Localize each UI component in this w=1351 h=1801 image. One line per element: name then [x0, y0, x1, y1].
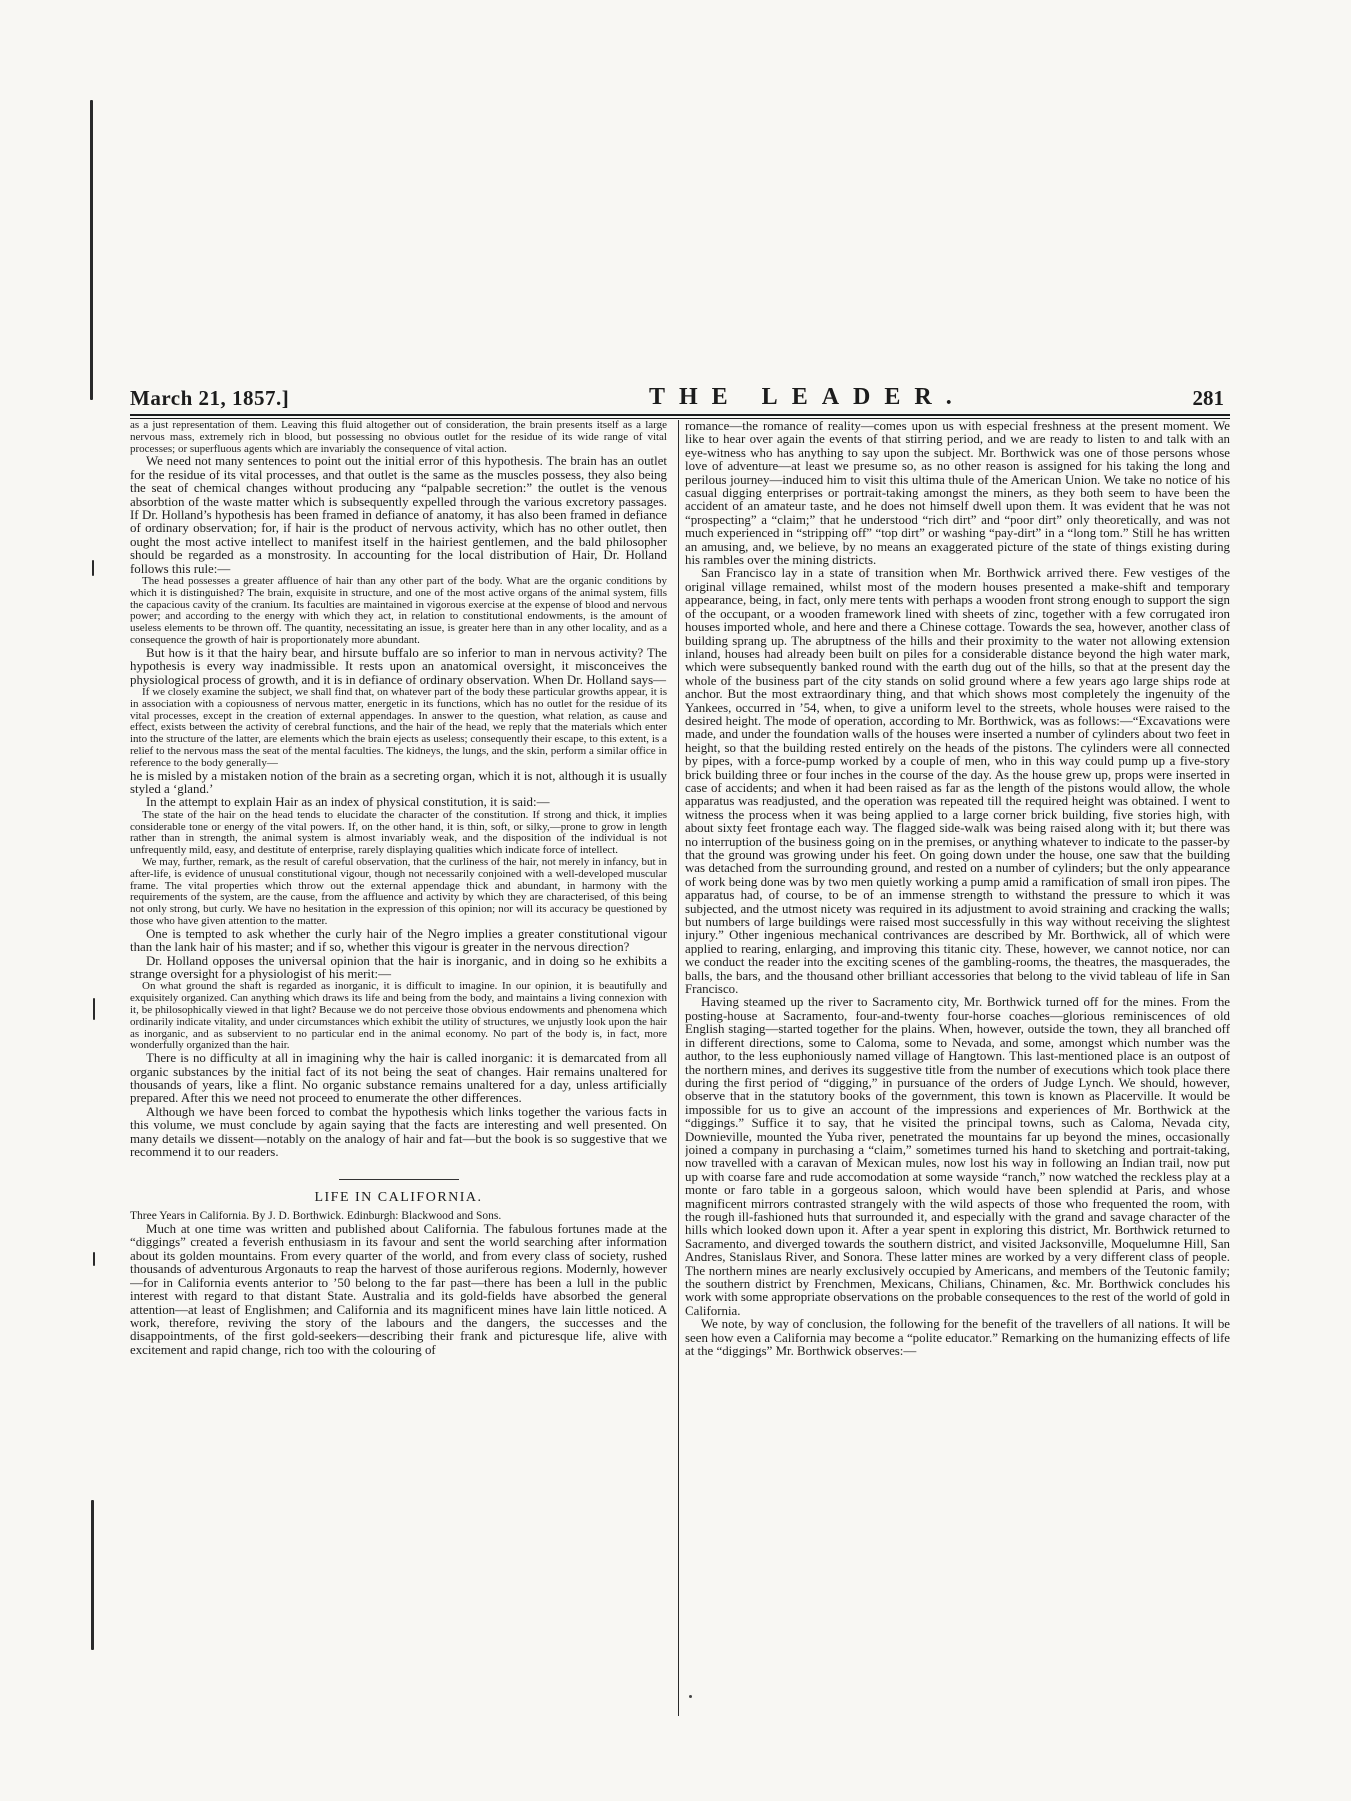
paragraph: as a just representation of them. Leaving this fluid altogether out of consideration, the brain presents itself as a large nervous mass, extremely rich in blood, but possessing no obvious outlet for the residue of its wide range of vital processes; or superfluous agents which are invariably the consequence of vital action. [130, 420, 667, 455]
block-quote: If we closely examine the subject, we shall find that, on whatever part of the body these particular growths appear, it is in association with a copiousness of nervous matter, energetic in its functions, which has no outlet for the residue of its vital processes, except in the creation of external appendages. In answer to the question, what relation, as cause and effect, exists between the activity of cerebral functions, and the hair of the head, we reply that the materials which enter into the structure of the latter, are elements which the brain ejects as useless; consequently their escape, to this extent, is a relief to the nervous mass the seat of the mental faculties. The kidneys, the lungs, and the skin, perform a similar office in reference to the body generally— [130, 686, 667, 769]
margin-mark [91, 1500, 94, 1650]
paragraph: There is no difficulty at all in imagining why the hair is called inorganic: it is demarcated from all organic substances by the initial fact of its not being the seat of changes. Hair remains unaltered for thousands of years, like a flint. No organic substance remains unaltered for a day, unless artificially prepared. After this we need not proceed to enumerate the other differences. [130, 1051, 667, 1106]
issue-date: March 21, 1857.] [130, 386, 290, 410]
print-speck [689, 1695, 692, 1698]
paragraph: In the attempt to explain Hair as an index of physical constitution, it is said:— [146, 795, 550, 810]
right-column [685, 420, 1230, 1720]
paragraph: But how is it that the hairy bear, and hirsute buffalo are so inferior to man in nervous activity? The hypothesis is every way inadmissible. It rests upon an anatomical oversight, it misconceives the physiological process of growth, and it is in defiance of ordinary observation. When Dr. Holland says— [130, 645, 667, 687]
block-quote: The head possesses a greater affluence of hair than any other part of the body. What are the organic conditions by which it is distinguished? The brain, exquisite in structure, and one of the most active organs of the animal system, fills the capacious cavity of the cranium. Its faculties are maintained in vigorous exercise at the expense of blood and nervous power; and according to the energy with which they act, in relation to constitutional endowments, is the amount of useless elements to be thrown off. The quantity, necessitating an issue, is greater here than in any other locality, and as a consequence the growth of hair is proportionately more abundant. [130, 575, 667, 647]
section-title: LIFE IN CALIFORNIA. [314, 1190, 483, 1206]
section-divider [339, 1179, 459, 1180]
paragraph: Although we have been forced to combat the hypothesis which links together the various facts in this volume, we must conclude by again saying that the facts are interesting and well presented. On many details we dissent—notably on the analogy of hair and fat—but the book is so suggestive that we recommend it to our readers. [130, 1104, 667, 1160]
block-quote: On what ground the shaft is regarded as inorganic, it is difficult to imagine. In our opinion, it is beautifully and exquisitely organized. Can anything which draws its life and being from the body, and maintains a living connexion with it, be philosophically viewed in that light? Because we do not perceive those obvious endowments and phenomena which ordinarily indicate vitality, and under circumstances which exhibit the utility of structures, we unjustly look upon the hair as inorganic, and as subservient to no particular end in the animal economy. No part of the body is, in fact, more wonderfully organized than the hair. [130, 980, 667, 1052]
masthead [130, 386, 1230, 414]
block-quote: We may, further, remark, as the result of careful observation, that the curliness of the hair, not merely in infancy, but in after-life, is evidence of unusual constitutional vigour, though not necessarily conjoined with a well-developed muscular frame. The vital properties which throw out the external appendage thick and abundant, in harmony with the requirements of the system, are the cause, from the affluence and activity by which they are characterised, of this being not only strong, but curly. We have no hesitation in the expression of this opinion; nor will its accuracy be questioned by those who have given attention to the matter. [130, 856, 667, 928]
margin-mark [90, 100, 93, 400]
paragraph: Much at one time was written and published about California. The fabulous fortunes made at the “diggings” created a feverish enthusiasm in its favour and sent the world searching after information about its golden mountains. From every quarter of the world, and from every class of society, rushed thousands of adventurous Argonauts to reap the harvest of those auriferous regions. Modernly, however—for in California events anterior to ’50 belong to the far past—there has been a lull in the public interest with regard to that distant State. Australia and its gold-fields have absorbed the general attention—at least of Englishmen; and California and its magnificent mines have lain little noticed. A work, therefore, reviving the story of the labours and the dangers, the successes and the disappointments, of the first gold-seekers—describing their frank and picturesque life, alive with excitement and rapid change, rich too with the colouring of [130, 1222, 667, 1357]
paragraph: he is misled by a mistaken notion of the brain as a secreting organ, which it is not, although it is usually styled a ‘gland.’ [130, 768, 667, 797]
paragraph: romance—the romance of reality—comes upon us with especial freshness at the present moment. We like to hear over again the events of that stirring period, and we are ready to listen to and talk with an eye-witness who has anything to say upon the subject. Mr. Borthwick was one of those persons whose love of adventure—at least we presume so, as no other reason is assigned for his taking the long and perilous journey—induced him to visit this ultima thule of the American Union. We take no notice of his casual digging enterprises or portrait-taking amongst the miners, as they both seem to have been the accident of an amateur taste, and he does not himself dwell upon them. It was evident that he was not “prospecting” a “claim;” that he understood “rich dirt” and “poor dirt” only theoretically, and was not much experienced in “stripping off” “top dirt” or washing “pay-dirt” in a “long tom.” Still he has written an amusing, and, we believe, by no means an exaggerated picture of the state of things existing during his rambles over the mining districts. [685, 420, 1230, 568]
paragraph: Having steamed up the river to Sacramento city, Mr. Borthwick turned off for the mines. From the posting-house at Sacramento, four-and-twenty four-horse coaches—glorious reminiscences of old English staging—started together for the plains. When, however, outside the town, they all branched off in different directions, some to Caloma, some to Nevada, and some, amongst which number was the author, to the less euphoniously named village of Hangtown. This last-mentioned place is an outpost of the northern mines, and derives its suggestive title from the number of executions which took place there during the first period of “digging,” in pursuance of the orders of Judge Lynch. We should, however, observe that in the statutory books of the government, this town is known as Placerville. It would be impossible for us to give an account of the impressions and experiences of Mr. Borthwick at the “diggings.” Suffice it to say, that he visited the principal towns, such as Caloma, Nevada city, Downieville, mounted the Yuba river, penetrated the mountains far up beyond the mines, occasionally joined a company in purchasing a “claim,” sometimes turned his hand to sketching and portrait-taking, now travelled with a caravan of Mexican mules, now lost his way in following an Indian trail, now put up with coarse fare and rude accomodation at some wayside “ranch,” now watched the reckless play at a monte or faro table in a gorgeous saloon, which would have been splendid at Paris, and whose magnificent mirrors contrasted strangely with the wild aspects of those who frequented the room, with the rough ill-fashioned huts that surrounded it, and especially with the grand and savage character of the hills which looked down upon it. After a year spent in exploring this district, Mr. Borthwick returned to Sacramento, and diverged towards the southern district, and visited Jacksonville, Moquelumne Hill, San Andres, Stanislaus River, and Sonora. These latter mines are worked by a very different class of people. The northern mines are nearly exclusively occupied by Americans, and members of the Teutonic family; the southern district by Frenchmen, Mexicans, Chilians, Chinamen, &c. Mr. Borthwick concludes his work with some appropriate observations on the probable consequences to the rest of the world of gold in California. [685, 995, 1230, 1318]
margin-mark [92, 560, 94, 576]
page-number: 281 [1192, 386, 1224, 410]
margin-mark [93, 998, 95, 1020]
paragraph: We need not many sentences to point out the initial error of this hypothesis. The brain has an outlet for the residue of its vital processes, and that outlet is the same as the muscles possess, they also being the seat of chemical changes without producing any “palpable secretion:” the outlet is the venous absorbtion of the waste matter which is subsequently expelled through the various excretory passages. If Dr. Holland’s hypothesis has been framed in defiance of anatomy, it has also been framed in defiance of ordinary observation; for, if hair is the product of nervous activity, which has no other outlet, then ought the most active intellect to manifest itself in the hairiest gentlemen, and the bald philosopher should be regarded as a monstrosity. In accounting for the local distribution of Hair, Dr. Holland follows this rule:— [130, 454, 667, 576]
block-quote: The state of the hair on the head tends to elucidate the character of the constitution. If strong and thick, it implies considerable tone or energy of the vital powers. If, on the other hand, it is thin, soft, or silky,—prone to grow in length rather than in strength, the animal system is almost invariably weak, and the disposition of the individual is not unfrequently mild, easy, and destitute of enterprise, rarely displaying qualities which indicate force of intellect. [130, 808, 667, 857]
book-byline: Three Years in California. By J. D. Borthwick. Edinburgh: Blackwood and Sons. [130, 1210, 502, 1223]
newspaper-title: THE LEADER. [649, 384, 966, 410]
paragraph: Dr. Holland opposes the universal opinion that the hair is inorganic, and in doing so he exhibits a strange oversight for a physiologist of his merit:— [130, 953, 667, 982]
header-rule [130, 414, 1230, 416]
left-column [130, 420, 667, 1720]
column-divider [678, 420, 679, 1716]
paragraph: One is tempted to ask whether the curly hair of the Negro implies a greater constitutional vigour than the lank hair of his master; and if so, whether this vigour is greater in the nervous direction? [130, 926, 667, 955]
margin-mark [93, 1252, 95, 1266]
paragraph: We note, by way of conclusion, the following for the benefit of the travellers of all nations. It will be seen how even a California may become a “polite educator.” Remarking on the humanizing effects of life at the “diggings” Mr. Borthwick observes:— [685, 1317, 1230, 1359]
header-rule-thin [130, 418, 1230, 419]
paragraph: San Francisco lay in a state of transition when Mr. Borthwick arrived there. Few vestiges of the original village remained, whilst most of the modern houses presented a make-shift and temporary appearance, being, in fact, only mere tents with perhaps a wooden front strong enough to support the sign of the occupant, or a wooden framework lined with sheets of zinc, together with a few corrugated iron houses imported whole, and here and there a Chinese cottage. Towards the sea, however, another class of building sprang up. The abruptness of the hills and their proximity to the water not allowing extension inland, houses had already been built on piles for a considerable distance beyond the high water mark, which were subsequently banked round with the earth dug out of the hills, so that at the present day the whole of the business part of the city stands on solid ground where a few years ago large ships rode at anchor. But the most extraordinary thing, and that which shows most completely the ingenuity of the Yankees, occurred in ’54, when, to give a uniform level to the streets, whole houses were raised to the desired height. The mode of operation, according to Mr. Borthwick, was as follows:—“Excavations were made, and under the foundation walls of the houses were inserted a number of cylinders about two feet in height, so that the building rested entirely on the heads of the pistons. The cylinders were all connected by pipes, with a force-pump worked by a couple of men, who in this way could pump up a five-story brick building three or four inches in the course of the day. As the house grew up, props were inserted in case of accidents; and when it had been raised as far as the length of the pistons would allow, the whole apparatus was readjusted, and the operation was repeated till the required height was obtained. I went to witness the process when it was being applied to a large corner brick building, five stories high, with about sixty feet frontage each way. The flagged side-walk was being raised along with it; but there was no interruption of the business going on in the premises, or anything whatever to indicate to the passer-by that the ground was growing under his feet. On going down under the house, one saw that the building was detached from the surrounding ground, and rested on a number of cylinders; but the only appearance of work being done was by two men quietly working a pump amid a ramification of small iron pipes. The apparatus had, of course, to be of an immense strength to withstand the pressure to which it was subjected, and the utmost nicety was required in its adjustment to avoid straining and cracking the walls; but numbers of large buildings were raised most successfully in this way without receiving the slightest injury.” Other ingenious mechanical contrivances are described by Mr. Borthwick, all of which were applied to rearing, enlarging, and improving this titanic city. These, however, we cannot notice, nor can we conduct the reader into the exciting scenes of the gambling-rooms, the theatres, the masquerades, the balls, the bars, and the thousand other brilliant accessories that belong to the vivid tableau of life in San Francisco. [685, 566, 1230, 997]
